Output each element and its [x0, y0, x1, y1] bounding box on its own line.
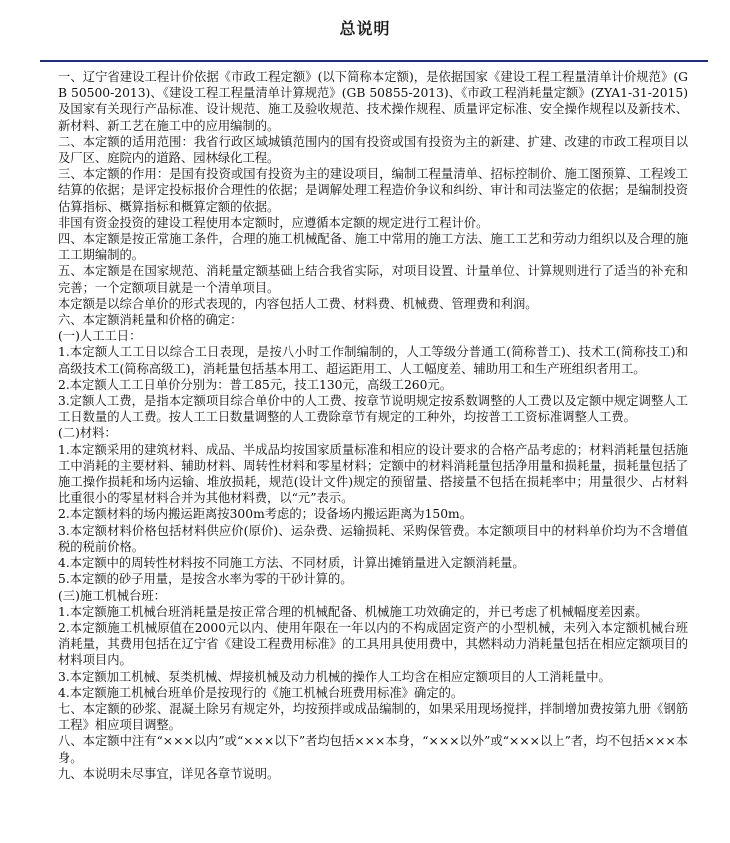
paragraph: 九、本说明未尽事宜，详见各章节说明。: [58, 766, 280, 781]
paragraph: 4.本定额中的周转性材料按不同施工方法、不同材质，计算出摊销量进入定额消耗量。: [58, 556, 525, 571]
paragraph: 3.本定额材料价格包括材料供应价(原价)、运杂费、运输损耗、采购保管费。本定额项目中的材料单价均为不含增值税的税前价格。: [58, 523, 688, 554]
paragraph: 2.本定额材料的场内搬运距离按300m考虑的；设备场内搬运距离为150m。: [58, 507, 473, 522]
paragraph: 非国有资金投资的建设工程使用本定额时，应遵循本定额的规定进行工程计价。: [58, 215, 489, 230]
paragraph: 3.定额人工费，是指本定额项目综合单价中的人工费、按章节说明规定按系数调整的人工费以及定额中规定调整人工工日数量的人工费。按人工工日数量调整的人工费除章节有规定的工种外，均按普工工资标准调整人工费。: [58, 394, 688, 425]
paragraph: 2.本定额人工工日单价分别为：普工85元，技工130元，高级工260元。: [58, 377, 453, 392]
paragraph: 四、本定额是按正常施工条件，合理的施工机械配备、施工中常用的施工方法、施工工艺和劳动力组织以及合理的施工工期编制的。: [58, 232, 688, 263]
paragraph: 4.本定额施工机械台班单价是按现行的《施工机械台班费用标准》确定的。: [58, 685, 464, 700]
paragraph: 三、本定额的作用：是国有投资或国有投资为主的建设项目，编制工程量清单、招标控制价、施工图预算、工程竣工结算的依据；是评定投标报价合理性的依据；是调解处理工程造价争议和纠纷、审计和司法鉴定的依据；是编制投资估算指标、概算指标和概算定额的依据。: [58, 167, 688, 214]
subsection-heading: (三)施工机械台班：: [58, 588, 166, 603]
paragraph: 2.本定额施工机械原值在2000元以内、使用年限在一年以内的不构成固定资产的小型机械，未列入本定额机械台班消耗量，其费用包括在辽宁省《建设工程费用标准》的工具用具使用费中，其燃料动力消耗量包括在相应定额项目的材料项目内。: [58, 620, 688, 668]
paragraph: 1.本定额采用的建筑材料、成品、半成品均按国家质量标准和相应的设计要求的合格产品考虑的；材料消耗量包括施工中消耗的主要材料、辅助材料、周转性材料和零星材料；定额中的材料消耗量包括净用量和损耗量，损耗量包括了施工操作损耗和场内运输、堆放损耗，规范(设计文件)规定的预留量、搭接量不包括在损耗率中；用量很少、占材料比重很小的零星材料合并为其他材料费，以“元”表示。: [58, 442, 688, 506]
paragraph: 八、本定额中注有“×××以内”或“×××以下”者均包括×××本身，“×××以外”或“×××以上”者，均不包括×××本身。: [58, 734, 688, 765]
title-divider: [40, 60, 708, 62]
document-body: [58, 69, 688, 782]
paragraph: 1.本定额人工工日以综合工日表现，是按八小时工作制编制的，人工等级分普通工(简称普工)、技术工(简称技工)和高级技术工(简称高级工)，消耗量包括基本用工、超运距用工、人工幅度差、辅助用工和生产班组织者用工。: [58, 345, 688, 376]
paragraph: 3.本定额加工机械、泵类机械、焊接机械及动力机械的操作人工均含在相应定额项目的人工消耗量中。: [58, 669, 611, 684]
paragraph: 本定额是以综合单价的形式表现的，内容包括人工费、材料费、机械费、管理费和利润。: [58, 296, 538, 311]
paragraph: 五、本定额是在国家规范、消耗量定额基础上结合我省实际，对项目设置、计量单位、计算规则进行了适当的补充和完善；一个定额项目就是一个清单项目。: [58, 264, 688, 295]
paragraph: 一、辽宁省建设工程计价依据《市政工程定额》(以下简称本定额)，是依据国家《建设工程工程量清单计价规范》(GB 50500-2013)、《建设工程工程量清单计算规范》(GB 50855-2013)、《市政工程消耗量定额》(ZYA1-31-2015)及国家有关现行产品标准、设计规范、施工及验收规范、技术操作规程、质量评定标准、安全操作规程以及新技术、新材料、新工艺在施工中的应用编制的。: [58, 70, 688, 133]
subsection-heading: (一)人工工日：: [58, 329, 142, 344]
paragraph: 5.本定额的砂子用量，是按含水率为零的干砂计算的。: [58, 572, 353, 587]
subsection-heading: (二)材料：: [58, 426, 117, 441]
paragraph: 1.本定额施工机械台班消耗量是按正常合理的机械配备、机械施工功效确定的，并已考虑了机械幅度差因素。: [58, 604, 648, 619]
paragraph: 二、本定额的适用范围：我省行政区域城镇范围内的国有投资或国有投资为主的新建、扩建、改建的市政工程项目以及厂区、庭院内的道路、园林绿化工程。: [58, 134, 688, 166]
paragraph: 七、本定额的砂浆、混凝土除另有规定外，均按预拌或成品编制的，如果采用现场搅拌，拌制增加费按第九册《钢筋工程》相应项目调整。: [58, 701, 688, 733]
section-heading: 六、本定额消耗量和价格的确定：: [58, 313, 243, 328]
page-title: 总说明: [339, 19, 391, 38]
